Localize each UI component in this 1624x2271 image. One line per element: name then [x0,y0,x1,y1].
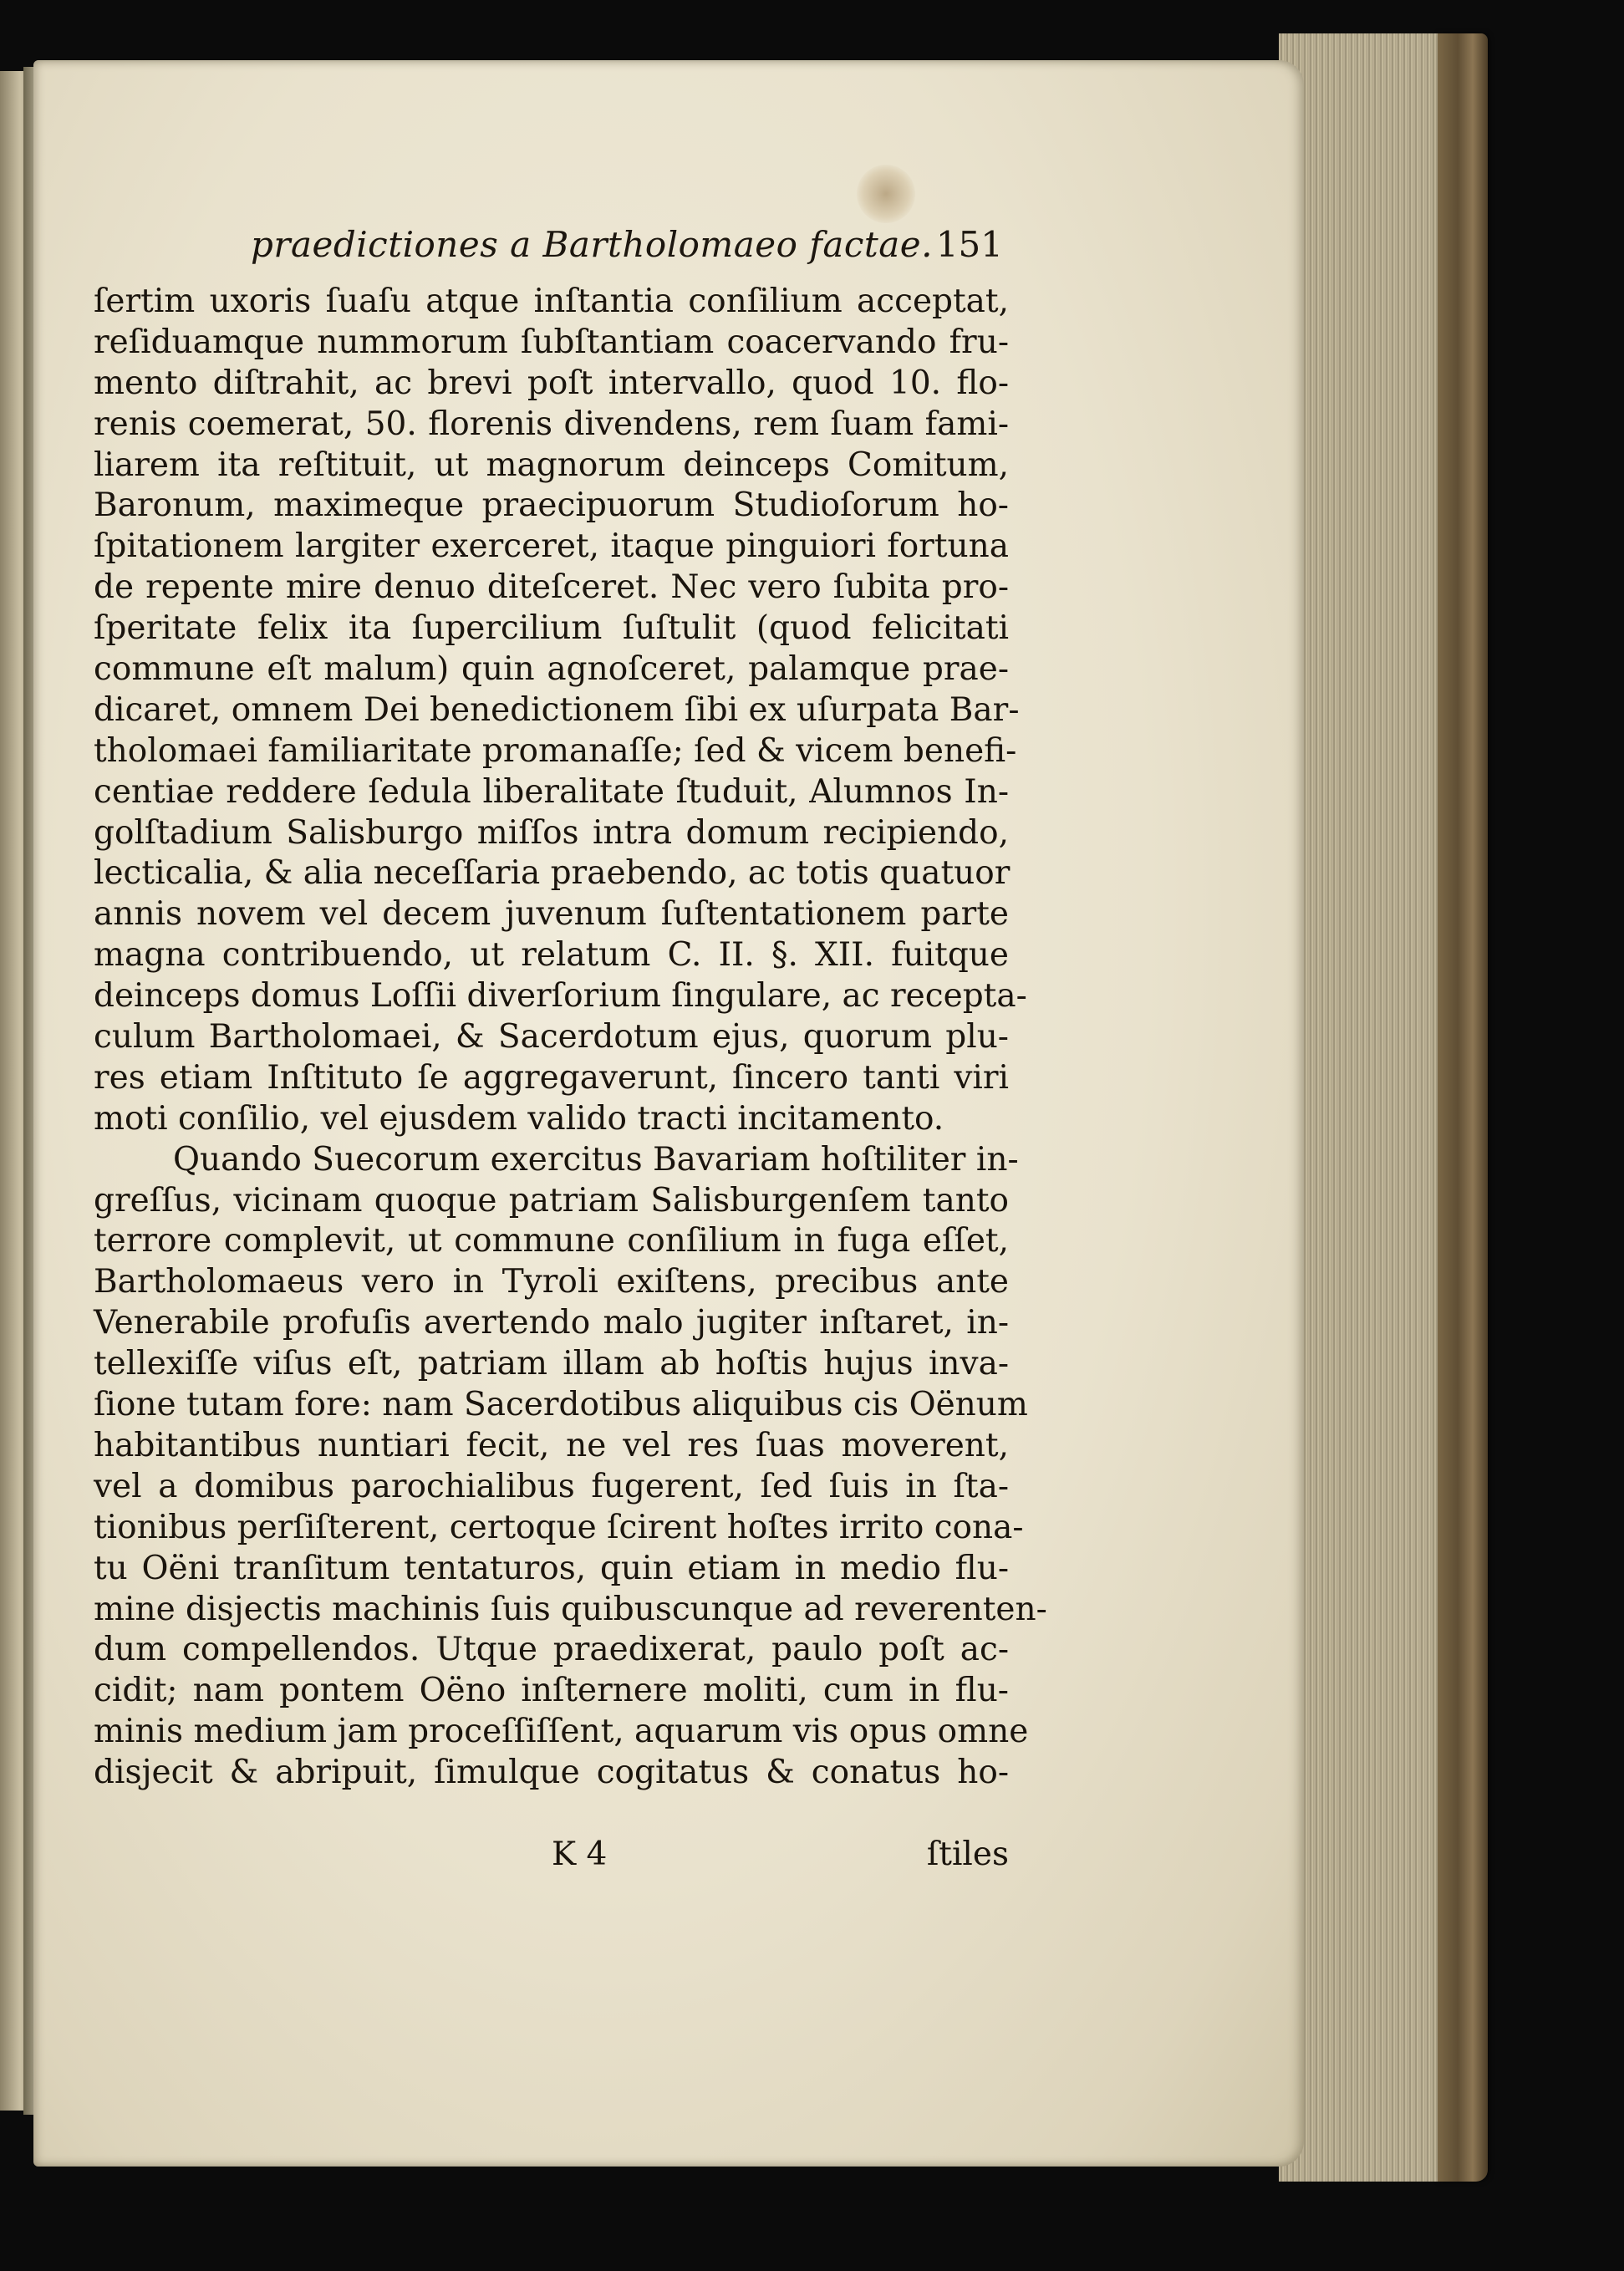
text-line: Venerabile profuſis avertendo malo jugiter inſtaret, in- [94,1304,1009,1342]
text-line: magna contribuendo, ut relatum C. II. §. XII. fuitque [94,936,1009,975]
text-line: minis medium jam proceſſiſſent, aquarum vis opus omne [94,1713,1029,1751]
running-title: praedictiones a Bartholomaeo factae. [251,224,933,265]
text-line: greſſus, vicinam quoque patriam Salisburgenſem tanto [94,1181,1009,1220]
text-line: disjecit & abripuit, ſimulque cogitatus & conatus ho- [94,1754,1009,1792]
page-number: 151 [935,224,1003,265]
text-line: de repente mire denuo diteſceret. Nec vero ſubita pro- [94,568,1009,607]
text-line: golſtadium Salisburgo miſſos intra domum recipiendo, [94,813,1009,852]
text-line: renis coemerat, 50. florenis divendens, rem ſuam fami- [94,405,1009,443]
text-line: ſertim uxoris ſuaſu atque inſtantia conſilium acceptat, [94,283,1009,320]
text-line: liarem ita reſtituit, ut magnorum deinceps Comitum, [94,446,1009,484]
paragraph-end-line: moti conſilio, vel ejusdem valido tracti incitamento. [94,1099,944,1138]
text-line: res etiam Inſtituto ſe aggregaverunt, ſincero tanti viri [94,1058,1009,1097]
text-line: tu Oëni tranſitum tentaturos, quin etiam in medio flu- [94,1549,1009,1587]
text-line: mine disjectis machinis ſuis quibuscunque ad reverenten- [94,1590,1047,1628]
text-line: culum Bartholomaei, & Sacerdotum ejus, quorum plu- [94,1018,1009,1057]
text-line: Bartholomaeus vero in Tyroli exiſtens, precibus ante [94,1263,1009,1301]
paragraph-start-line: Quando Suecorum exercitus Bavariam hoſtiliter in- [173,1140,1019,1179]
text-line: vel a domibus parochialibus fugerent, ſed ſuis in ſta- [94,1467,1009,1505]
text-line: ſione tutam fore: nam Sacerdotibus aliquibus cis Oënum [94,1386,1028,1424]
text-line: ſpitationem largiter exerceret, itaque pinguiori fortuna [94,527,1009,566]
text-line: habitantibus nuntiari fecit, ne vel res ſuas moverent, [94,1426,1009,1464]
page-footer [94,1836,1009,1886]
text-line: deinceps domus Loſſii diverſorium ſingulare, ac recepta- [94,977,1027,1016]
text-line: tionibus perſiſterent, certoque ſcirent hoſtes irrito cona- [94,1508,1024,1546]
catchword: ſtiles [926,1836,1009,1873]
text-line: ſperitate felix ita ſupercilium ſuſtulit (quod felicitati [94,609,1009,648]
text-line: dum compellendos. Utque praedixerat, paulo poſt ac- [94,1631,1009,1669]
text-line: cidit; nam pontem Oëno inſternere moliti, cum in flu- [94,1672,1009,1710]
body-text [94,282,1047,1794]
text-line: lecticalia, & alia neceſſaria praebendo, ac totis quatuor [94,854,1011,893]
book-cover-edge [1438,33,1488,2182]
text-line: centiae reddere ſedula liberalitate ſtuduit, Alumnos In- [94,772,1009,811]
text-line: annis novem vel decem juvenum ſuſtentationem parte [94,895,1009,934]
text-line: dicaret, omnem Dei benedictionem ſibi ex uſurpata Bar- [94,690,1020,729]
text-line: tellexiſſe viſus eſt, patriam illam ab hoſtis hujus inva- [94,1345,1009,1383]
signature-mark: K 4 [552,1836,608,1873]
page-header [251,224,1003,274]
text-line: terrore complevit, ut commune conſilium in fuga eſſet, [94,1222,1009,1260]
text-line: Baronum, maximeque praecipuorum Studioſorum ho- [94,486,1009,525]
text-line: commune eſt malum) quin agnoſceret, palamque prae- [94,650,1009,689]
foxing-stain [857,165,915,223]
text-line: tholomaei familiaritate promanaſſe; ſed & vicem benefi- [94,731,1017,770]
text-line: mento diſtrahit, ac brevi poſt intervallo, quod 10. flo- [94,364,1009,402]
text-line: reſiduamque nummorum ſubſtantiam coacervando fru- [94,323,1009,361]
